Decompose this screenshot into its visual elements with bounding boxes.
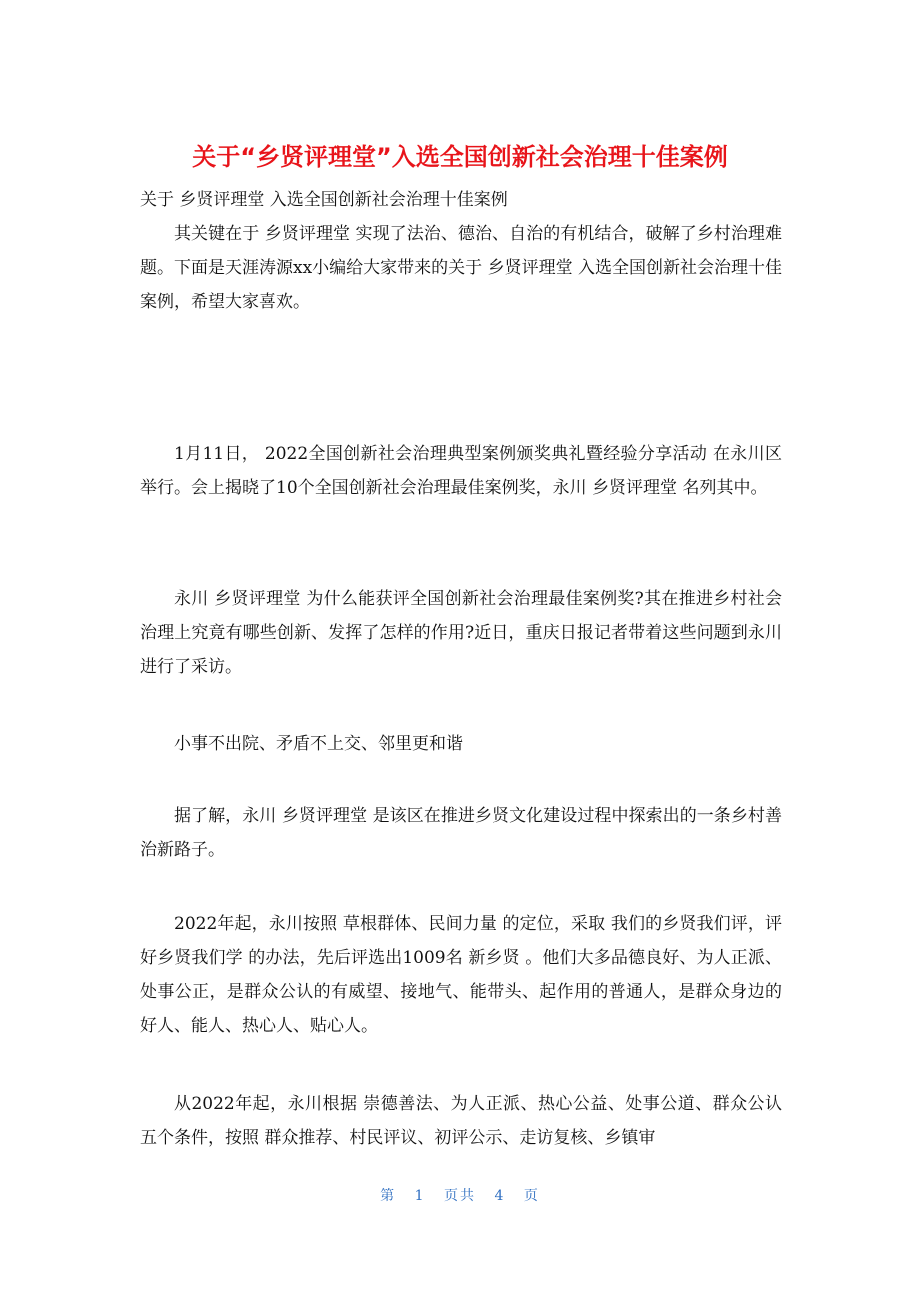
page-label-mid: 页共 [444,1188,476,1204]
paragraph-intro: 其关键在于 乡贤评理堂 实现了法治、德治、自治的有机结合，破解了乡村治理难题。下面是天涯涛源xx小编给大家带来的关于 乡贤评理堂 入选全国创新社会治理十佳案例，希望大家喜欢。 [140,224,782,312]
paragraph-award: 1月11日， 2022全国创新社会治理典型案例颁奖典礼暨经验分享活动 在永川区举行。会上揭晓了10个全国创新社会治理最佳案例奖，永川 乡贤评理堂 名列其中。 [140,444,782,498]
page-label-prefix: 第 [380,1188,397,1204]
paragraph-selection: 2022年起，永川按照 草根群体、民间力量 的定位，采取 我们的乡贤我们评，评好乡贤我们学 的办法，先后评选出1009名 新乡贤 。他们大多品德良好、为人正派、处事公正，是群众公认的有威望、接地气、能带头、起作用的普通人，是群众身边的好人、能人、热心人、贴心人。 [140,914,782,1036]
total-pages-number: 4 [494,1188,506,1204]
current-page-number: 1 [414,1188,426,1204]
paragraph-criteria: 从2022年起，永川根据 崇德善法、为人正派、热心公益、处事公道、群众公认 五个条件，按照 群众推荐、村民评议、初评公示、走访复核、乡镇审 [140,1094,782,1148]
page-number-footer [0,1186,920,1206]
document-title: 关于“乡贤评理堂”入选全国创新社会治理十佳案例 [192,143,728,171]
page-label-suffix: 页 [523,1188,540,1204]
paragraph-question: 永川 乡贤评理堂 为什么能获评全国创新社会治理最佳案例奖?其在推进乡村社会治理上究竟有哪些创新、发挥了怎样的作用?近日，重庆日报记者带着这些问题到永川进行了采访。 [140,589,782,677]
section-heading: 小事不出院、矛盾不上交、邻里更和谐 [174,734,463,754]
paragraph-background: 据了解，永川 乡贤评理堂 是该区在推进乡贤文化建设过程中探索出的一条乡村善治新路子。 [140,806,782,860]
document-subtitle: 关于 乡贤评理堂 入选全国创新社会治理十佳案例 [140,190,508,210]
